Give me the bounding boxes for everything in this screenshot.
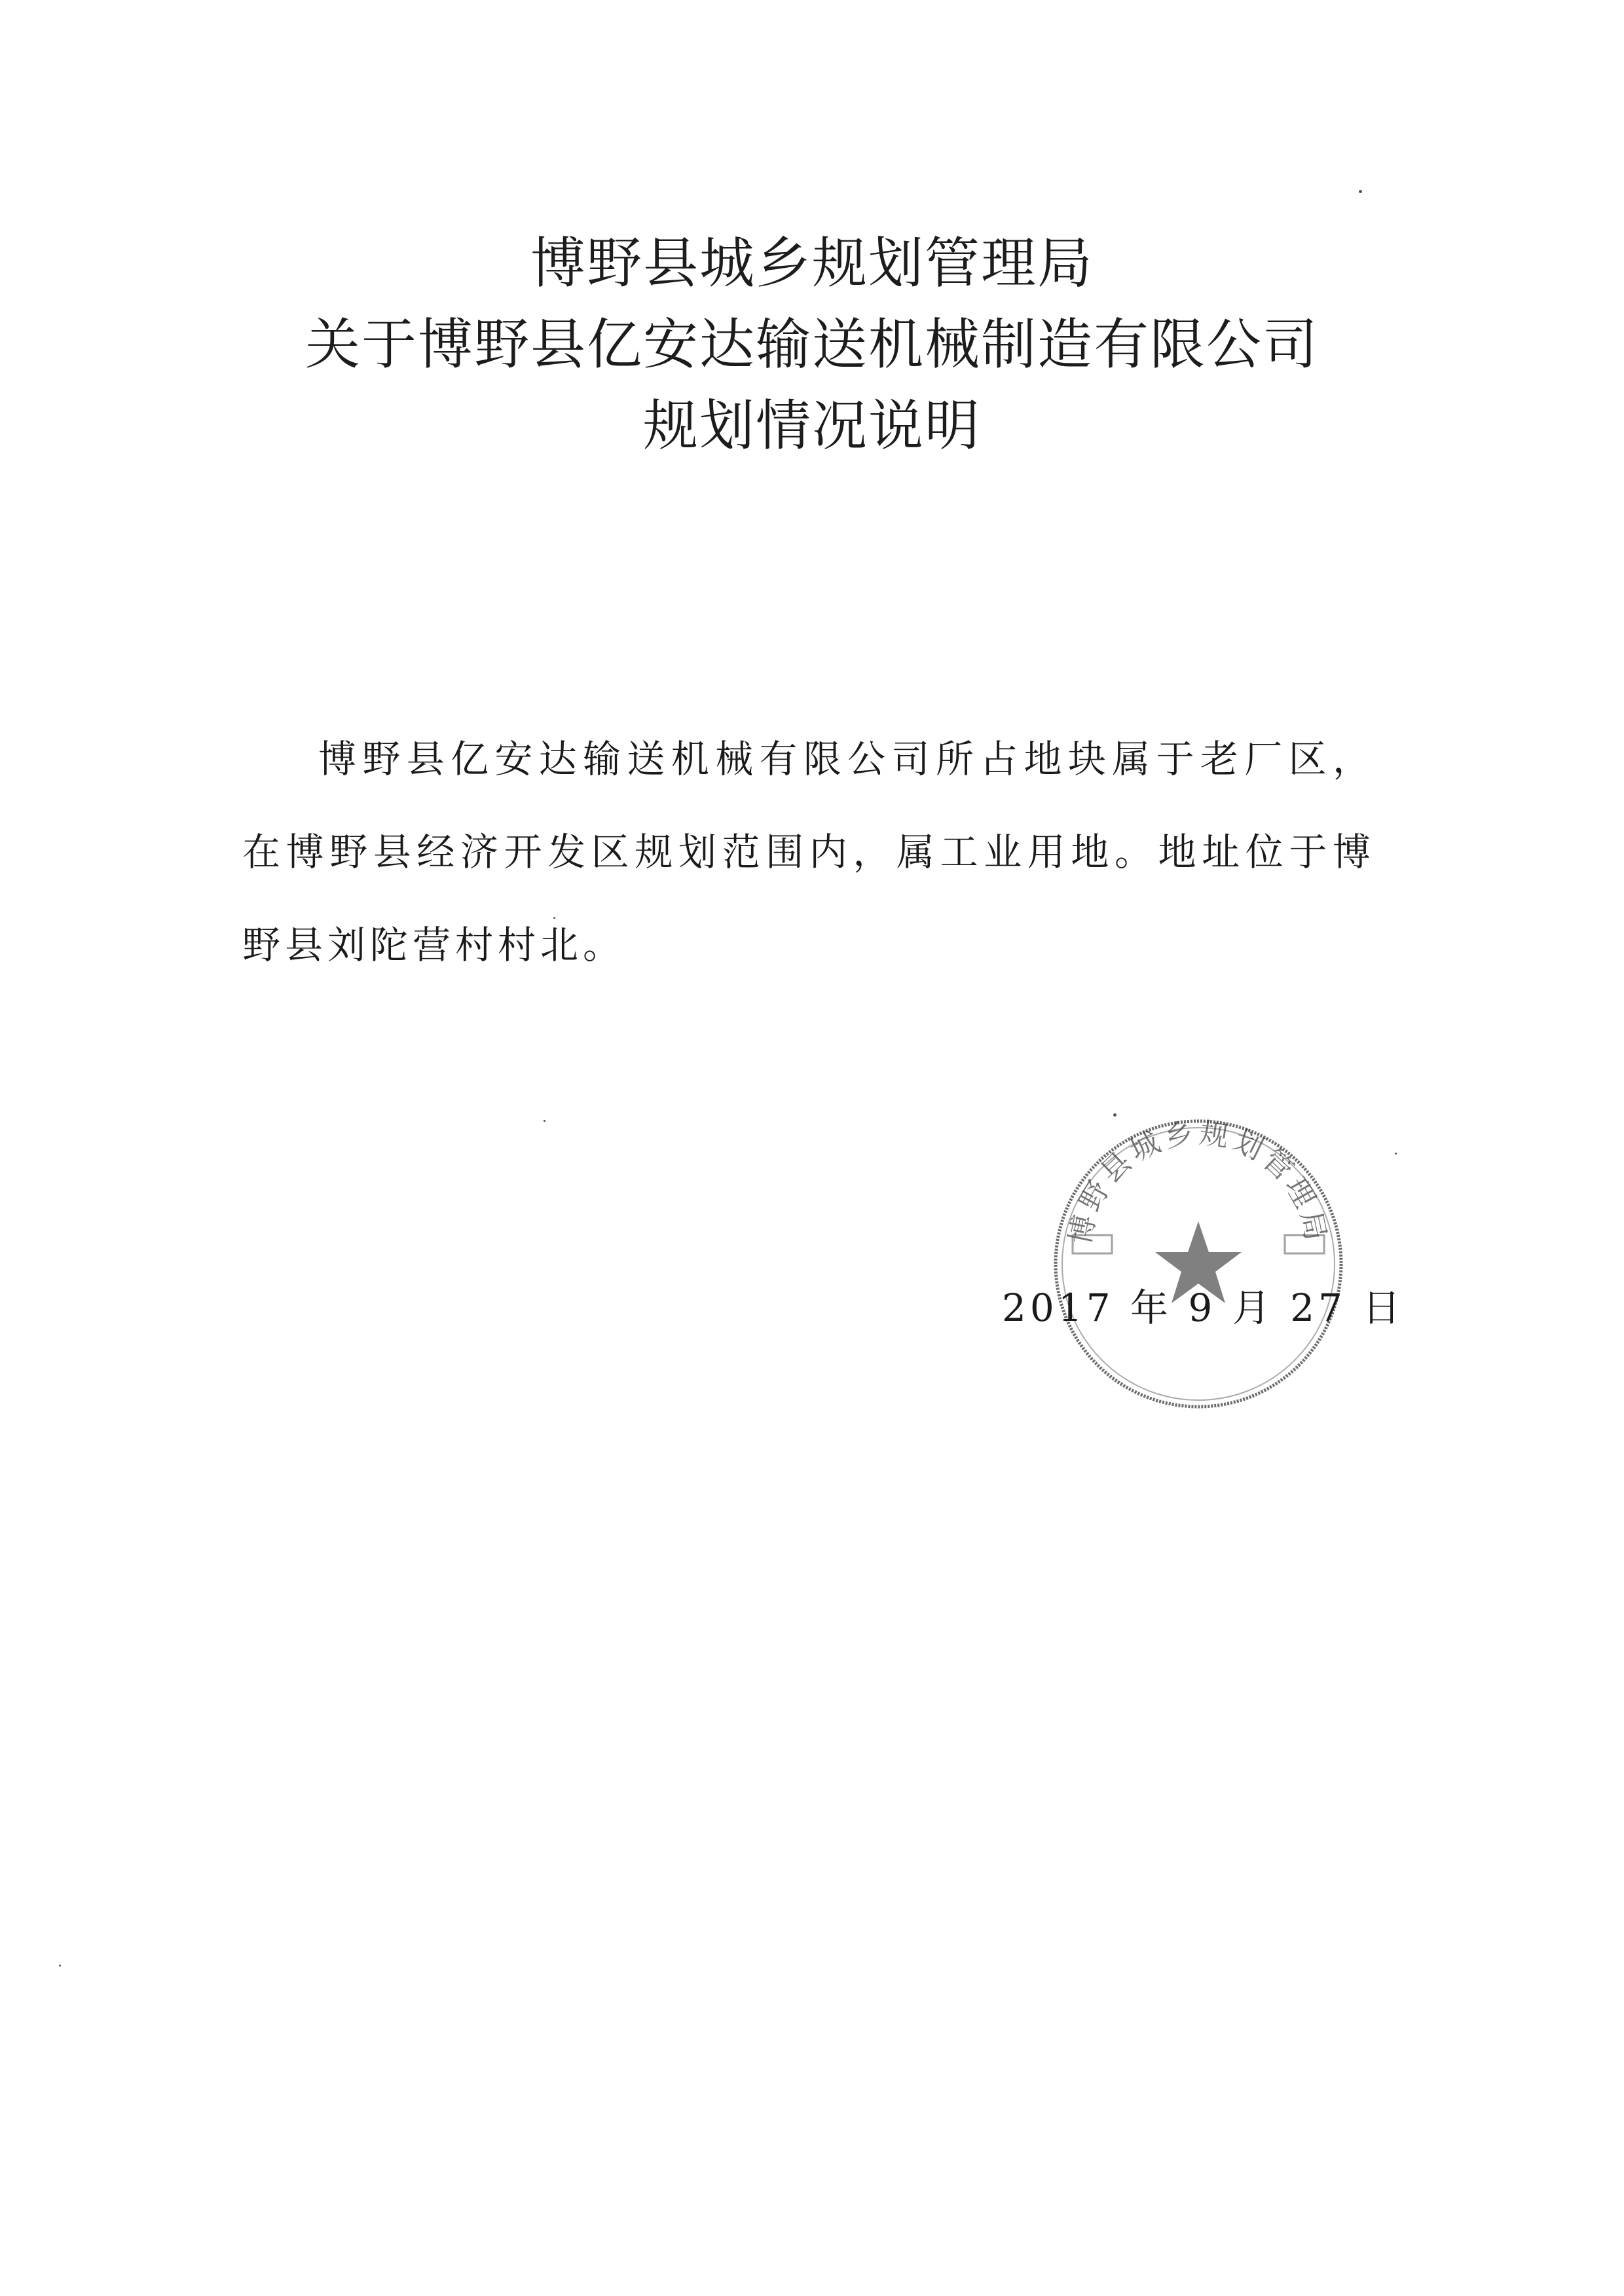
document-title bbox=[0, 223, 1624, 466]
scan-speck bbox=[1359, 190, 1362, 193]
scan-speck bbox=[1395, 1153, 1397, 1155]
svg-text:博野县城乡规划管理局: 博野县城乡规划管理局 bbox=[1063, 1116, 1333, 1248]
scan-speck bbox=[544, 1120, 545, 1122]
title-line-2: 关于博野县亿安达输送机械制造有限公司 bbox=[304, 312, 1319, 377]
scan-speck bbox=[1113, 1113, 1116, 1117]
title-line-3: 规划情况说明 bbox=[642, 394, 981, 458]
scan-speck bbox=[553, 917, 555, 919]
title-line-1: 博野县城乡规划管理局 bbox=[530, 231, 1094, 295]
document-date: 2017 年 9 月 27 日 bbox=[1002, 1286, 1405, 1330]
scan-speck bbox=[59, 1965, 61, 1967]
official-seal-stamp bbox=[1041, 1107, 1356, 1421]
body-paragraph: 博野县亿安达输送机械有限公司所占地块属于老厂区，在博野县经济开发区规划范围内，属工业用地。地址位于博野县刘陀营村村北。 bbox=[242, 737, 1375, 967]
